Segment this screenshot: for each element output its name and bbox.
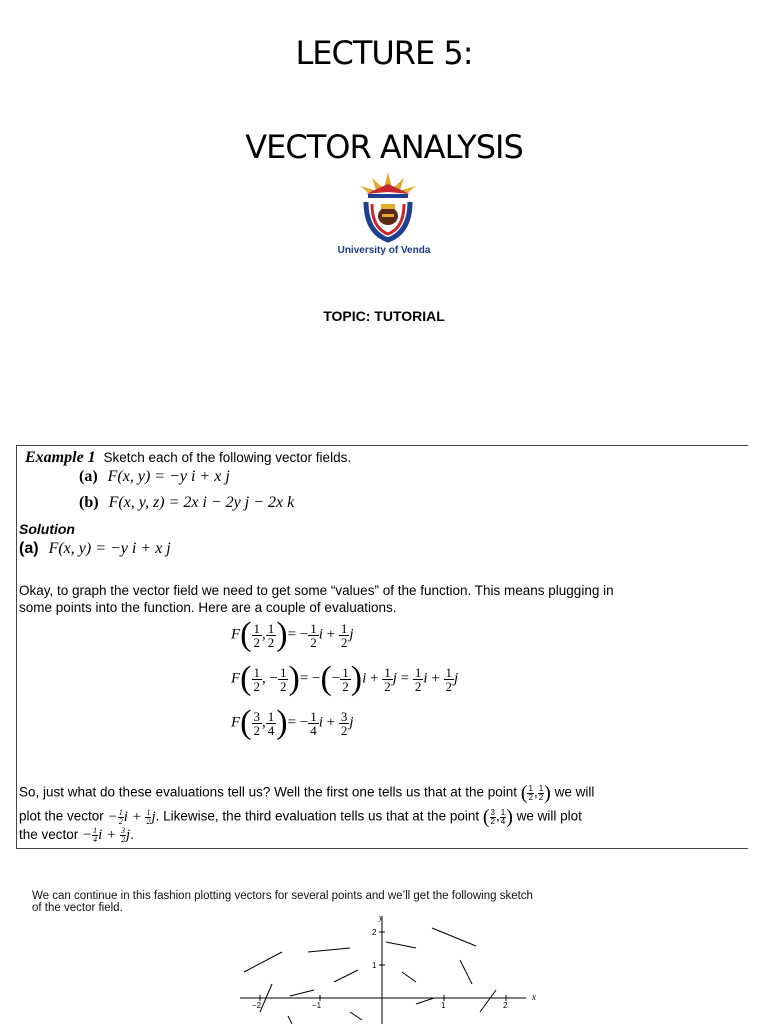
part-a-expr: F(x, y) = −y i + x j bbox=[107, 468, 230, 485]
para2-line3: the vector − $\frac{1}{4}$ i + $\frac{3}{2}$ j. bbox=[19, 826, 134, 845]
part-a-label: (a) bbox=[79, 468, 98, 485]
vector-segments bbox=[244, 928, 496, 1024]
example-label: Example 1 bbox=[25, 449, 96, 466]
x-axis-label: x bbox=[532, 992, 536, 1002]
para1-line1: Okay, to graph the vector field we need to get some “values” of the function. This means plugging in bbox=[19, 583, 614, 598]
x-tick-1: 1 bbox=[441, 1001, 446, 1010]
para2-line2: plot the vector − $\frac{1}{2}$ i + $\frac{1}{2}$ j. Likewise, the third evaluation tells us that at the point ( $\frac{3}{2}$ , $\frac{1}{4}$ ) we will plot bbox=[19, 806, 582, 828]
solution-label: Solution bbox=[19, 521, 75, 537]
lecture-subtitle: VECTOR ANALYSIS bbox=[245, 128, 523, 166]
x-tick-2: 2 bbox=[503, 1001, 508, 1010]
example-heading bbox=[25, 449, 351, 467]
continuation-line2: of the vector field. bbox=[32, 902, 123, 914]
solution-a-expr: F(x, y) = −y i + x j bbox=[48, 540, 171, 557]
evaluation-3: F( $\frac{3}{2}$ , $\frac{1}{4}$ )= − $\frac{1}{4}$ i + $\frac{3}{2}$ j bbox=[231, 704, 354, 741]
lecture-title: LECTURE 5: bbox=[295, 34, 473, 72]
x-tick-neg1: −1 bbox=[312, 1001, 322, 1010]
y-tick-2: 2 bbox=[372, 928, 377, 937]
part-b-label: (b) bbox=[79, 494, 99, 511]
university-name: University of Venda bbox=[337, 245, 431, 256]
para1-line2: some points into the function. Here are a couple of evaluations. bbox=[19, 600, 397, 615]
para2-line1: So, just what do these evaluations tell us? Well the first one tells us that at the point ( $\frac{1}{2}$ , $\frac{1}{2}$ ) we will bbox=[19, 782, 595, 804]
y-axis-label: y bbox=[379, 913, 383, 922]
part-b bbox=[79, 494, 294, 512]
part-b-expr: F(x, y, z) = 2x i − 2y j − 2x k bbox=[108, 494, 295, 511]
part-a bbox=[79, 468, 230, 486]
x-tick-neg2: −2 bbox=[252, 1001, 262, 1010]
vector-field-sketch bbox=[230, 912, 550, 1024]
example-box bbox=[16, 445, 748, 849]
evaluation-2: F( $\frac{1}{2}$ , − $\frac{1}{2}$ )= −(− $\frac{1}{2}$ )i + $\frac{1}{2}$ j = $\frac{1}{2}$ i + $\frac{1}{2}$ j bbox=[231, 660, 459, 697]
solution-a bbox=[19, 540, 171, 558]
university-logo bbox=[338, 170, 438, 246]
continuation-line1: We can continue in this fashion plotting vectors for several points and we’ll get the following sketch bbox=[32, 890, 533, 902]
topic-heading: TOPIC: TUTORIAL bbox=[323, 308, 445, 324]
y-tick-1: 1 bbox=[372, 961, 377, 970]
continuation-text bbox=[32, 890, 742, 914]
evaluation-1: F( $\frac{1}{2}$ , $\frac{1}{2}$ )= − $\frac{1}{2}$ i + $\frac{1}{2}$ j bbox=[231, 616, 354, 653]
solution-a-label: (a) bbox=[19, 540, 39, 557]
example-prompt: Sketch each of the following vector fields. bbox=[103, 450, 352, 465]
